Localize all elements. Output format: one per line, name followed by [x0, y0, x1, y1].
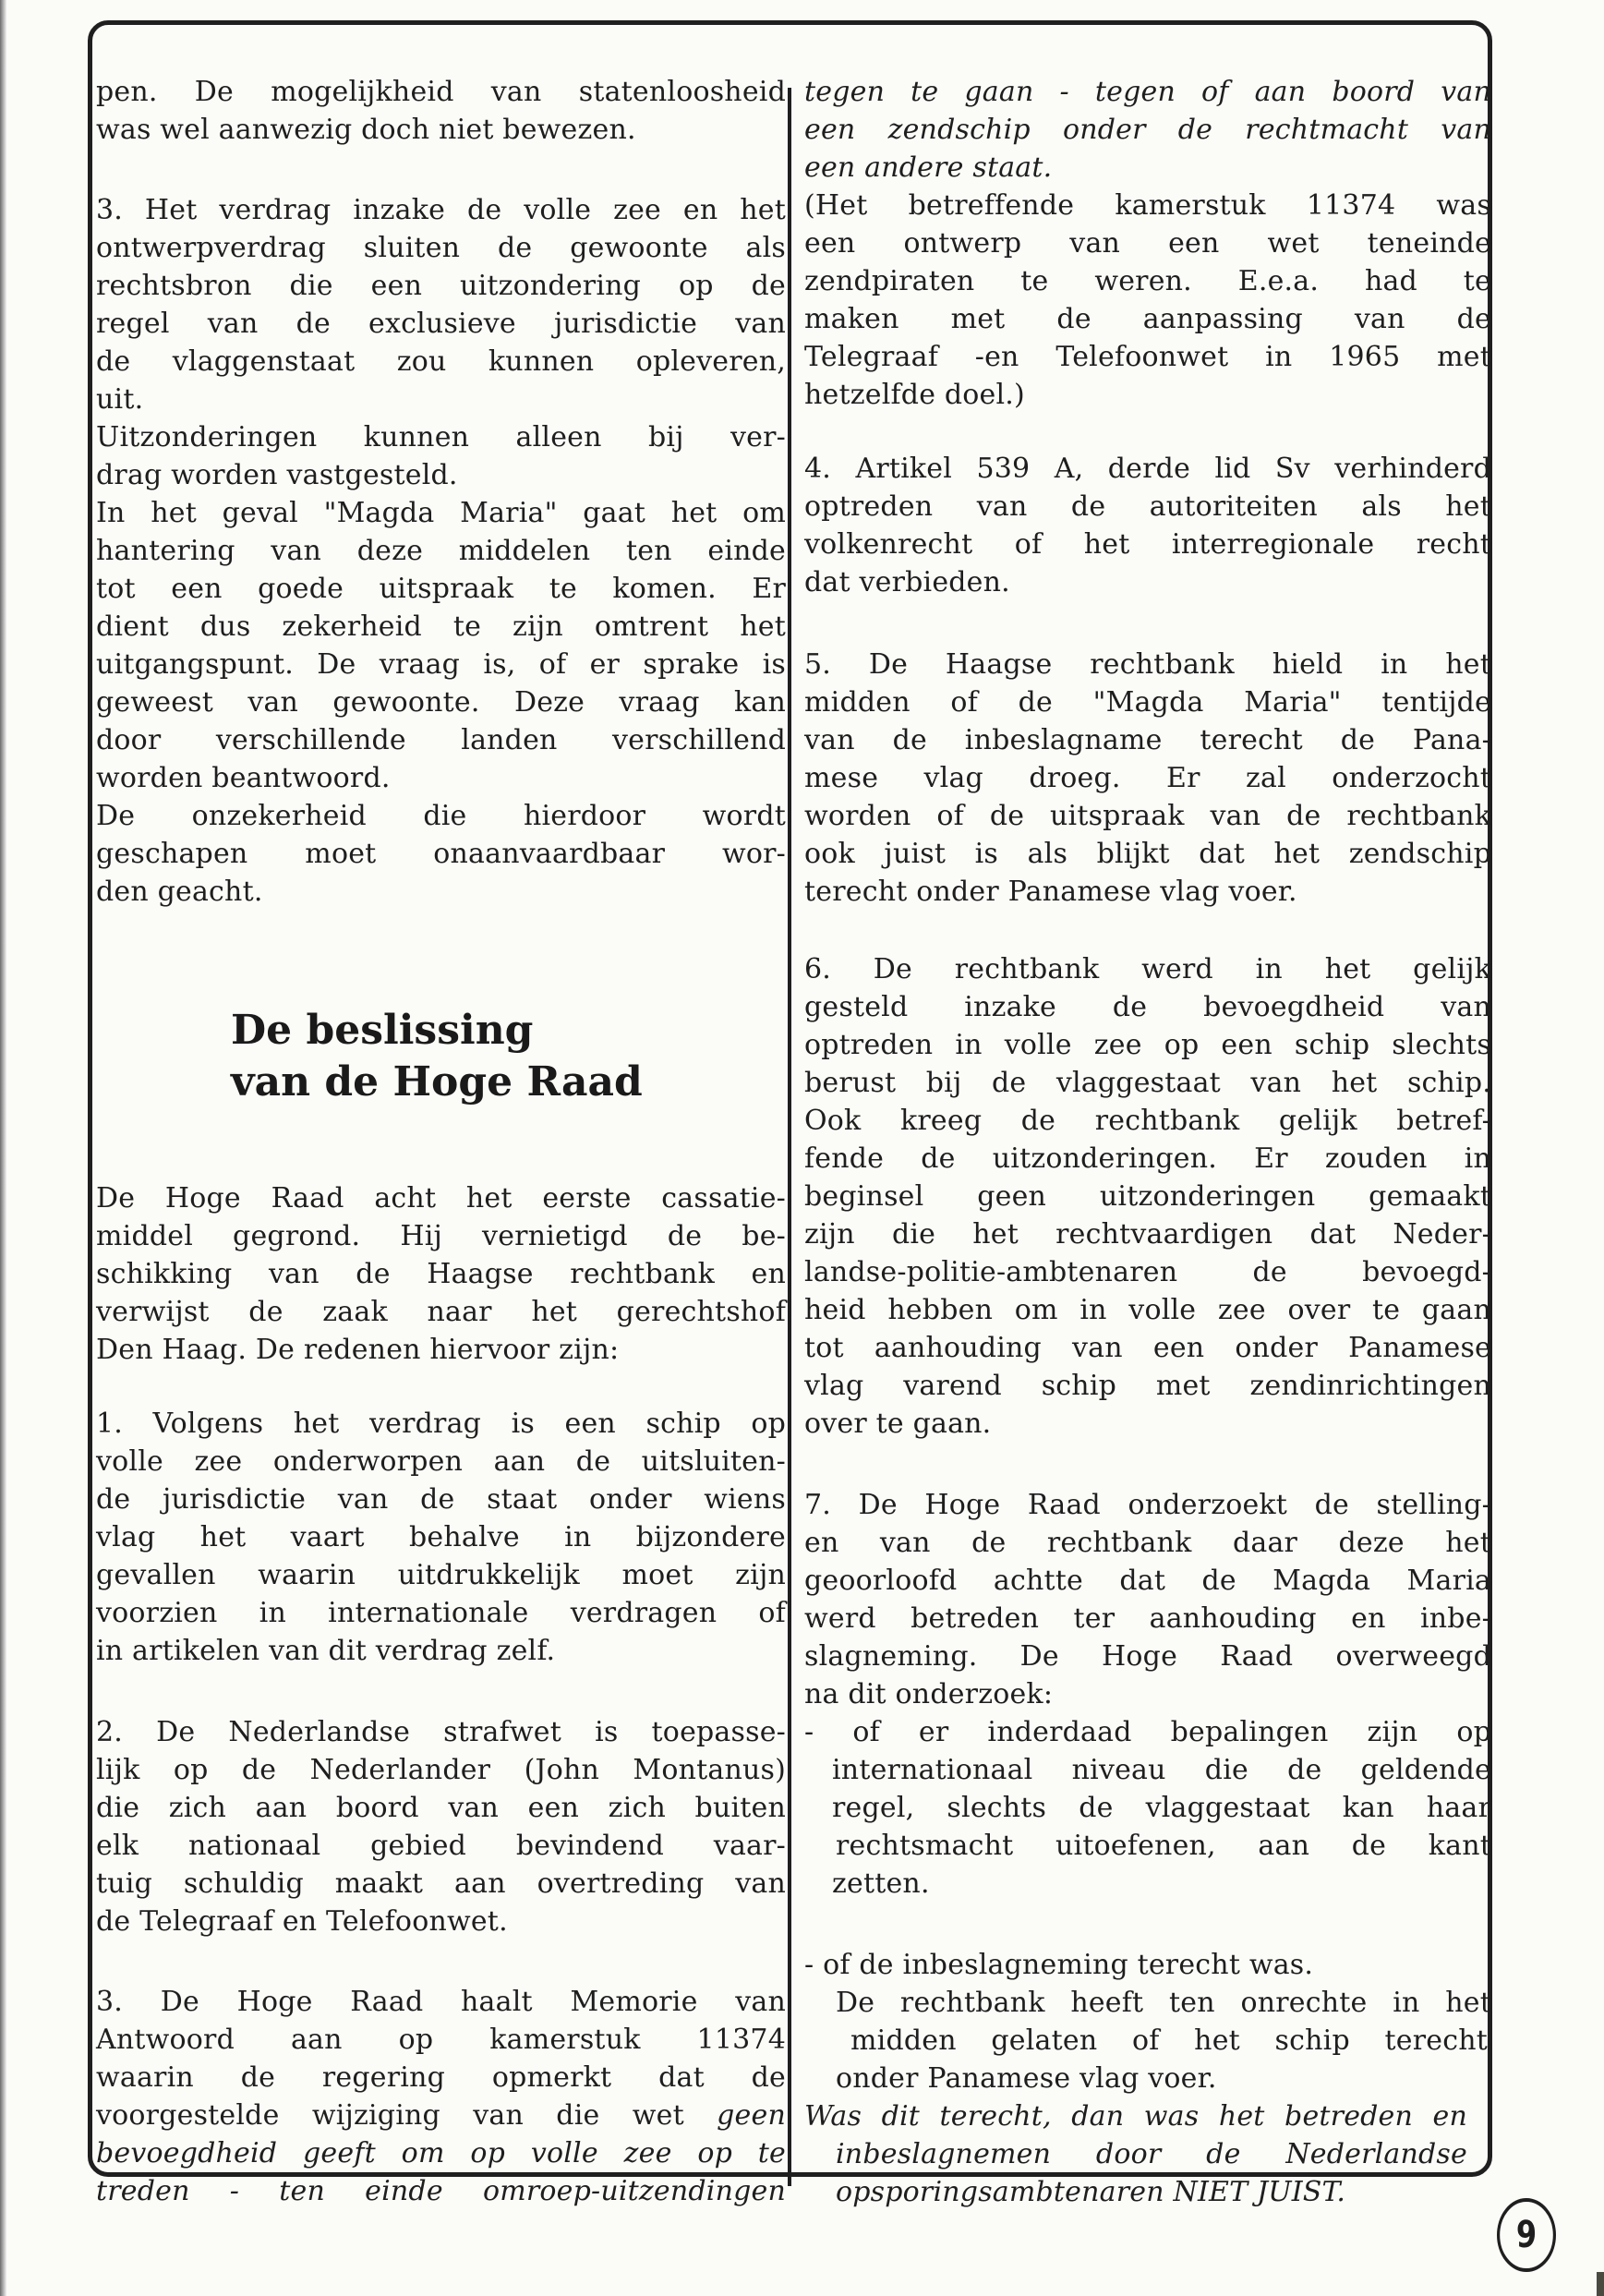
- text-line: Antwoord aan op kamerstuk 11374: [96, 2024, 786, 2056]
- text-line-mixed: [96, 2097, 786, 2134]
- text-line: hantering van deze middelen ten einde: [96, 535, 786, 567]
- text-line: (Het betreffende kamerstuk 11374 was: [804, 189, 1491, 222]
- text-line: dat verbieden.: [804, 566, 1010, 598]
- text-line: geoorloofd achtte dat de Magda Maria: [804, 1565, 1491, 1597]
- text-line: een ontwerp van een wet teneinde: [804, 227, 1491, 260]
- bullet-line: internationaal niveau die de geldende: [832, 1754, 1491, 1786]
- text-line: gesteld inzake de bevoegdheid van: [804, 991, 1491, 1023]
- text-line: landse-politie-ambtenaren de bevoegd-: [804, 1256, 1491, 1288]
- text-line: drag worden vastgesteld.: [96, 459, 458, 491]
- text-line: De Hoge Raad acht het eerste cassatie-: [96, 1182, 786, 1214]
- text-line: de jurisdictie van de staat onder wiens: [96, 1483, 786, 1516]
- text-line: en van de rechtbank daar deze het: [804, 1527, 1491, 1559]
- text-line-italic: tegen te gaan - tegen of aan boord van: [804, 76, 1491, 108]
- text-line: geschapen moet onaanvaardbaar wor-: [96, 838, 786, 870]
- text-line: berust bij de vlaggestaat van het schip.: [804, 1067, 1491, 1099]
- text-line: dient dus zekerheid te zijn omtrent het: [96, 610, 786, 643]
- text-line: 3. De Hoge Raad haalt Memorie van: [96, 1986, 786, 2018]
- page-number: 9: [1515, 2214, 1538, 2256]
- text-line: vlag varend schip met zendinrichtingen: [804, 1370, 1491, 1402]
- text-line: schikking van de Haagse rechtbank en: [96, 1258, 786, 1290]
- text-line: 7. De Hoge Raad onderzoekt de stelling-: [804, 1489, 1491, 1521]
- text-line: slagneming. De Hoge Raad overweegd: [804, 1640, 1491, 1673]
- column-divider: [788, 88, 791, 2186]
- text-line: Ook kreeg de rechtbank gelijk betref-: [804, 1105, 1491, 1137]
- bullet-line: zetten.: [832, 1867, 930, 1900]
- text-line: rechtsbron die een uitzondering op de: [96, 270, 786, 302]
- text-line: terecht onder Panamese vlag voer.: [804, 876, 1297, 908]
- text-line: van de inbeslagname terecht de Pana-: [804, 724, 1491, 756]
- conclusion-line-italic: Was dit terecht, dan was het betreden en: [804, 2100, 1467, 2133]
- text-span: voorgestelde wijziging van die wet: [96, 2099, 684, 2132]
- scan-edge-right: [1597, 2272, 1604, 2296]
- text-line: verwijst de zaak naar het gerechtshof: [96, 1296, 786, 1328]
- text-line: tot aanhouding van een onder Panamese: [804, 1332, 1491, 1364]
- text-line: hetzelfde doel.): [804, 379, 1025, 411]
- text-line: volle zee onderworpen aan de uitsluiten-: [96, 1445, 786, 1478]
- text-line: 6. De rechtbank werd in het gelijk: [804, 953, 1491, 985]
- bullet-line: midden gelaten of het schip terecht: [850, 2024, 1488, 2057]
- text-line: vlag het vaart behalve in bijzondere: [96, 1521, 786, 1553]
- text-line: uitgangspunt. De vraag is, of er sprake is: [96, 648, 786, 681]
- text-line: tuig schuldig maakt aan overtreding van: [96, 1867, 786, 1900]
- text-line: lijk op de Nederlander (John Montanus): [96, 1754, 786, 1786]
- text-line: uit.: [96, 383, 144, 416]
- text-line-italic: bevoegdheid geeft om op volle zee op te: [96, 2137, 786, 2169]
- text-line: optreden in volle zee op een schip slechts: [804, 1029, 1491, 1061]
- text-line: zendpiraten te weren. E.e.a. had te: [804, 265, 1491, 297]
- bullet-line: rechtsmacht uitoefenen, aan de kant: [836, 1830, 1491, 1862]
- bullet-line: onder Panamese vlag voer.: [836, 2062, 1217, 2095]
- text-line-italic: treden - ten einde omroep-uitzendingen: [96, 2175, 786, 2207]
- text-line: den geacht.: [96, 876, 263, 908]
- text-line: die zich aan boord van een zich buiten: [96, 1792, 786, 1824]
- text-line: In het geval "Magda Maria" gaat het om: [96, 497, 786, 529]
- text-line: werd betreden ter aanhouding en inbe-: [804, 1602, 1491, 1635]
- text-line: ook juist is als blijkt dat het zendschip: [804, 838, 1491, 870]
- text-line: 2. De Nederlandse strafwet is toepasse-: [96, 1716, 786, 1748]
- text-line: ontwerpverdrag sluiten de gewoonte als: [96, 232, 786, 264]
- text-line: 3. Het verdrag inzake de volle zee en het: [96, 194, 786, 226]
- text-line: Telegraaf -en Telefoonwet in 1965 met: [804, 341, 1491, 373]
- text-line: beginsel geen uitzonderingen gemaakt: [804, 1180, 1491, 1213]
- text-line: de vlaggenstaat zou kunnen opleveren,: [96, 345, 786, 378]
- text-line: fende de uitzonderingen. Er zouden in: [804, 1142, 1491, 1175]
- page-number-badge: [1497, 2198, 1556, 2272]
- bullet-line: - of de inbeslagneming terecht was.: [804, 1949, 1314, 1981]
- text-line: de Telegraaf en Telefoonwet.: [96, 1905, 508, 1938]
- text-line: 5. De Haagse rechtbank hield in het: [804, 648, 1491, 681]
- text-line: worden of de uitspraak van de rechtbank: [804, 800, 1491, 832]
- text-line: middel gegrond. Hij vernietigd de be-: [96, 1220, 786, 1252]
- text-line: voorzien in internationale verdragen of: [96, 1597, 786, 1629]
- text-line: optreden van de autoriteiten als het: [804, 490, 1491, 523]
- text-line: maken met de aanpassing van de: [804, 303, 1491, 335]
- text-line: 1. Volgens het verdrag is een schip op: [96, 1408, 786, 1440]
- text-line: na dit onderzoek:: [804, 1678, 1054, 1710]
- text-line: over te gaan.: [804, 1408, 992, 1440]
- scan-edge: [0, 0, 6, 2296]
- conclusion-line-italic: opsporingsambtenaren NIET JUIST.: [836, 2176, 1346, 2208]
- text-line: Den Haag. De redenen hiervoor zijn:: [96, 1334, 620, 1366]
- text-line-italic: een zendschip onder de rechtmacht van: [804, 114, 1491, 146]
- text-line: midden of de "Magda Maria" tentijde: [804, 686, 1491, 719]
- text-line: regel van de exclusieve jurisdictie van: [96, 308, 786, 340]
- conclusion-line-italic: inbeslagnemen door de Nederlandse: [836, 2138, 1467, 2170]
- text-line: elk nationaal gebied bevindend vaar-: [96, 1830, 786, 1862]
- text-line: was wel aanwezig doch niet bewezen.: [96, 114, 636, 146]
- text-line: heid hebben om in volle zee over te gaan: [804, 1294, 1491, 1326]
- text-line: 4. Artikel 539 A, derde lid Sv verhinderd: [804, 453, 1491, 485]
- text-line: volkenrecht of het interregionale recht: [804, 528, 1491, 561]
- bullet-line: regel, slechts de vlaggestaat kan haar: [832, 1792, 1491, 1824]
- text-line: worden beantwoord.: [96, 762, 391, 794]
- text-line: gevallen waarin uitdrukkelijk moet zijn: [96, 1559, 786, 1591]
- text-line: tot een goede uitspraak te komen. Er: [96, 573, 786, 605]
- text-line: door verschillende landen verschillend: [96, 724, 786, 756]
- text-line: Uitzonderingen kunnen alleen bij ver-: [96, 421, 786, 453]
- text-line: in artikelen van dit verdrag zelf.: [96, 1635, 556, 1667]
- text-line: mese vlag droeg. Er zal onderzocht: [804, 762, 1491, 794]
- bullet-line: - of er inderdaad bepalingen zijn op: [804, 1716, 1491, 1748]
- bullet-line: De rechtbank heeft ten onrechte in het: [836, 1987, 1491, 2019]
- text-line: zijn die het rechtvaardigen dat Neder-: [804, 1218, 1491, 1251]
- text-line: waarin de regering opmerkt dat de: [96, 2061, 786, 2094]
- text-span-italic: geen: [717, 2099, 786, 2132]
- text-line: geweest van gewoonte. Deze vraag kan: [96, 686, 786, 719]
- text-line: pen. De mogelijkheid van statenloosheid: [96, 76, 786, 108]
- text-line: De onzekerheid die hierdoor wordt: [96, 800, 786, 832]
- section-heading-line-2: van de Hoge Raad: [231, 1058, 643, 1106]
- section-heading-line-1: De beslissing: [231, 1007, 534, 1054]
- text-line-italic: een andere staat.: [804, 151, 1053, 184]
